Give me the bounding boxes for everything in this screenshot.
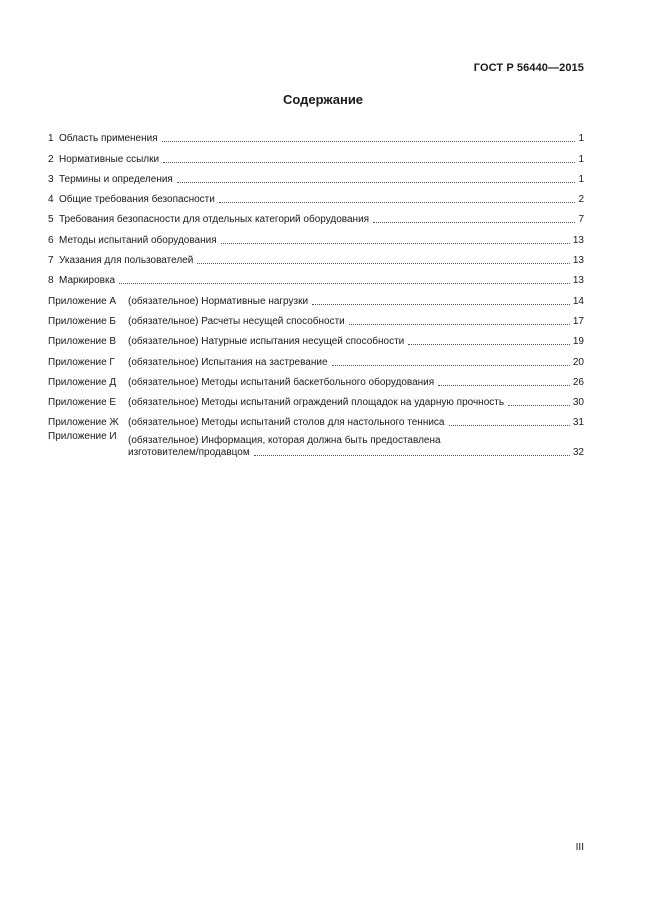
appendix-label: Приложение В <box>48 336 117 348</box>
toc-entry-number: 8 <box>48 275 54 287</box>
dot-leader <box>449 425 570 426</box>
appendix-title: (обязательное) Испытания на застревание <box>128 356 328 368</box>
toc-entry-4[interactable] <box>48 186 584 206</box>
toc-appendix-a[interactable] <box>48 287 584 307</box>
appendix-page: 17 <box>572 315 584 327</box>
toc-entry-number: 2 <box>48 153 54 165</box>
toc-entry-page: 1 <box>578 153 584 165</box>
toc-entry-page: 1 <box>578 133 584 145</box>
toc-entry-number: 7 <box>48 255 54 267</box>
dot-leader <box>119 283 570 284</box>
toc-entry-page: 1 <box>578 173 584 185</box>
toc-entry-number: 5 <box>48 214 54 226</box>
dot-leader <box>438 385 570 386</box>
appendix-page: 20 <box>572 356 584 368</box>
dot-leader <box>162 141 575 142</box>
appendix-page: 14 <box>572 295 584 307</box>
toc-entry-number: 6 <box>48 234 54 246</box>
toc-entry-page: 13 <box>572 275 584 287</box>
toc-entry-5[interactable] <box>48 206 584 226</box>
toc-entry-number: 3 <box>48 173 54 185</box>
appendix-label: Приложение Б <box>48 315 116 327</box>
appendix-label: Приложение Ж <box>48 417 119 429</box>
dot-leader <box>197 263 570 264</box>
dot-leader <box>349 324 570 325</box>
table-of-contents <box>48 125 584 459</box>
appendix-label: Приложение И <box>48 431 117 443</box>
appendix-title-block <box>128 435 584 459</box>
toc-entry-number: 4 <box>48 194 54 206</box>
appendix-title-line2: изготовителем/продавцом <box>128 447 250 459</box>
appendix-page: 32 <box>572 447 584 459</box>
appendix-label: Приложение Г <box>48 356 115 368</box>
appendix-page: 26 <box>572 376 584 388</box>
toc-entry-7[interactable] <box>48 247 584 267</box>
document-code: ГОСТ Р 56440—2015 <box>473 62 584 74</box>
toc-entry-title: Требования безопасности для отдельных категорий оборудования <box>59 214 370 226</box>
toc-entry-title: Общие требования безопасности <box>59 194 215 206</box>
appendix-label: Приложение А <box>48 295 117 307</box>
toc-appendix-e[interactable] <box>48 389 584 409</box>
toc-appendix-v[interactable] <box>48 328 584 348</box>
appendix-page: 30 <box>572 397 584 409</box>
dot-leader <box>373 222 575 223</box>
appendix-title-line1: (обязательное) Информация, которая должна быть предоставлена <box>128 435 441 447</box>
toc-entry-title: Термины и определения <box>59 173 173 185</box>
appendix-page: 19 <box>572 336 584 348</box>
page-title: Содержание <box>282 92 364 107</box>
toc-entry-title: Указания для пользователей <box>59 255 194 267</box>
toc-appendix-g[interactable] <box>48 348 584 368</box>
dot-leader <box>219 202 575 203</box>
dot-leader <box>221 243 570 244</box>
toc-entry-title: Методы испытаний оборудования <box>59 234 217 246</box>
toc-appendix-b[interactable] <box>48 308 584 328</box>
appendix-title: (обязательное) Методы испытаний ограждений площадок на ударную прочность <box>128 397 505 409</box>
appendix-label: Приложение Е <box>48 397 117 409</box>
appendix-title: (обязательное) Нормативные нагрузки <box>128 295 309 307</box>
toc-entry-page: 7 <box>578 214 584 226</box>
dot-leader <box>332 365 570 366</box>
toc-entry-title: Область применения <box>59 133 158 145</box>
appendix-title: (обязательное) Натурные испытания несущей способности <box>128 336 405 348</box>
page-number: III <box>575 842 584 853</box>
dot-leader <box>177 182 575 183</box>
dot-leader <box>508 405 570 406</box>
toc-appendix-d[interactable] <box>48 369 584 389</box>
dot-leader <box>408 344 570 345</box>
toc-entry-1[interactable] <box>48 125 584 145</box>
toc-appendix-zh[interactable] <box>48 409 584 429</box>
appendix-title-line2-row <box>128 447 584 459</box>
appendix-title: (обязательное) Методы испытаний баскетбольного оборудования <box>128 376 435 388</box>
appendix-page: 31 <box>572 417 584 429</box>
toc-entry-3[interactable] <box>48 166 584 186</box>
toc-entry-6[interactable] <box>48 226 584 246</box>
appendix-label: Приложение Д <box>48 376 117 388</box>
toc-entry-2[interactable] <box>48 145 584 165</box>
toc-entry-page: 13 <box>572 234 584 246</box>
toc-entry-page: 13 <box>572 255 584 267</box>
toc-entry-page: 2 <box>578 194 584 206</box>
dot-leader <box>312 304 570 305</box>
toc-entry-title: Маркировка <box>59 275 116 287</box>
appendix-title: (обязательное) Расчеты несущей способности <box>128 315 345 327</box>
toc-appendix-i[interactable] <box>48 429 584 459</box>
dot-leader <box>254 455 570 456</box>
toc-entry-8[interactable] <box>48 267 584 287</box>
toc-entry-number: 1 <box>48 133 54 145</box>
dot-leader <box>163 162 575 163</box>
toc-entry-title: Нормативные ссылки <box>59 153 160 165</box>
appendix-title: (обязательное) Методы испытаний столов для настольного тенниса <box>128 417 445 429</box>
